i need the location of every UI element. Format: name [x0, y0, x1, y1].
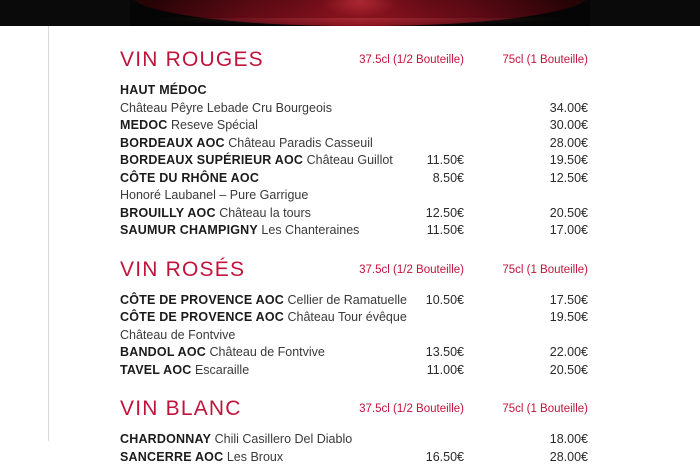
price-half-bottle: 11.00€: [374, 362, 464, 380]
column-header-full-bottle: 75cl (1 Bouteille): [502, 54, 588, 66]
section-spacer: [0, 240, 700, 258]
price-full-bottle: 30.00€: [498, 117, 588, 135]
photo-right-shadow: [590, 0, 700, 26]
price-half-bottle: 8.50€: [374, 170, 464, 188]
menu-row: [0, 309, 700, 327]
wine-description: Château de Fontvive: [210, 345, 325, 359]
header-photo-band: [0, 0, 700, 26]
wine-description: Château la tours: [219, 206, 311, 220]
wine-name: BORDEAUX SUPÉRIEUR AOC: [120, 153, 303, 167]
section-header: [0, 48, 700, 82]
price-full-bottle: 28.00€: [498, 135, 588, 153]
menu-row: [0, 205, 700, 223]
column-header-half-bottle: 37.5cl (1/2 Bouteille): [359, 54, 464, 66]
wine-name: CÔTE DE PROVENCE AOC: [120, 310, 284, 324]
wine-name: SANCERRE AOC: [120, 450, 223, 464]
menu-row: [0, 117, 700, 135]
menu-row: [0, 431, 700, 449]
wine-name: BROUILLY AOC: [120, 206, 216, 220]
menu-row: [0, 449, 700, 466]
wine-name: BORDEAUX AOC: [120, 136, 225, 150]
price-half-bottle: 12.50€: [374, 205, 464, 223]
menu-row: [0, 187, 700, 205]
menu-row: [0, 222, 700, 240]
wine-name: BANDOL AOC: [120, 345, 206, 359]
section-spacer: [0, 26, 700, 48]
section-rows: [0, 82, 700, 240]
price-full-bottle: 20.50€: [498, 205, 588, 223]
menu-row: [0, 135, 700, 153]
menu-row: [0, 292, 700, 310]
section-title: VIN BLANC: [120, 397, 242, 421]
price-full-bottle: 28.00€: [498, 449, 588, 466]
menu-row: [0, 170, 700, 188]
wine-description: Escaraille: [195, 363, 249, 377]
column-header-half-bottle: 37.5cl (1/2 Bouteille): [359, 403, 464, 415]
column-header-half-bottle: 37.5cl (1/2 Bouteille): [359, 264, 464, 276]
wine-menu: [0, 26, 700, 441]
wine-name: CHARDONNAY: [120, 432, 211, 446]
price-half-bottle: 11.50€: [374, 152, 464, 170]
wine-description: Chili Casillero Del Diablo: [215, 432, 353, 446]
wine-name: HAUT MÉDOC: [120, 83, 207, 97]
wine-name: CÔTE DU RHÔNE AOC: [120, 171, 259, 185]
wine-name: SAUMUR CHAMPIGNY: [120, 223, 258, 237]
price-full-bottle: 17.50€: [498, 292, 588, 310]
photo-left-shadow: [0, 0, 130, 26]
wine-description: Château Pêyre Lebade Cru Bourgeois: [120, 101, 332, 115]
price-half-bottle: 13.50€: [374, 344, 464, 362]
menu-row: [0, 344, 700, 362]
wine-description: Château de Fontvive: [120, 328, 235, 342]
wine-description: Honoré Laubanel – Pure Garrigue: [120, 188, 308, 202]
wine-name: MEDOC: [120, 118, 168, 132]
section-spacer: [0, 379, 700, 397]
price-full-bottle: 17.00€: [498, 222, 588, 240]
wine-description: Château Paradis Casseuil: [228, 136, 373, 150]
section-rows: [0, 292, 700, 380]
menu-row: [0, 100, 700, 118]
price-full-bottle: 22.00€: [498, 344, 588, 362]
wine-name: CÔTE DE PROVENCE AOC: [120, 293, 284, 307]
column-header-full-bottle: 75cl (1 Bouteille): [502, 403, 588, 415]
wine-glass-rim: [150, 18, 570, 26]
menu-row: [0, 327, 700, 345]
price-full-bottle: 19.50€: [498, 309, 588, 327]
section-title: VIN ROUGES: [120, 48, 264, 72]
section-header: [0, 397, 700, 431]
menu-row: [0, 362, 700, 380]
wine-description: Les Broux: [227, 450, 283, 464]
price-full-bottle: 12.50€: [498, 170, 588, 188]
wine-description: Reseve Spécial: [171, 118, 258, 132]
price-full-bottle: 18.00€: [498, 431, 588, 449]
price-full-bottle: 20.50€: [498, 362, 588, 380]
column-header-full-bottle: 75cl (1 Bouteille): [502, 264, 588, 276]
menu-row: [0, 82, 700, 100]
wine-description: Les Chanteraines: [261, 223, 359, 237]
wine-description: Cellier de Ramatuelle: [287, 293, 407, 307]
wine-description: Château Guillot: [307, 153, 393, 167]
price-half-bottle: 10.50€: [374, 292, 464, 310]
wine-description: Château Tour évêque: [287, 310, 406, 324]
wine-name: TAVEL AOC: [120, 363, 191, 377]
menu-row: [0, 152, 700, 170]
price-full-bottle: 34.00€: [498, 100, 588, 118]
price-full-bottle: 19.50€: [498, 152, 588, 170]
price-half-bottle: 16.50€: [374, 449, 464, 466]
price-half-bottle: 11.50€: [374, 222, 464, 240]
section-title: VIN ROSÉS: [120, 258, 245, 282]
section-header: [0, 258, 700, 292]
section-rows: [0, 431, 700, 466]
